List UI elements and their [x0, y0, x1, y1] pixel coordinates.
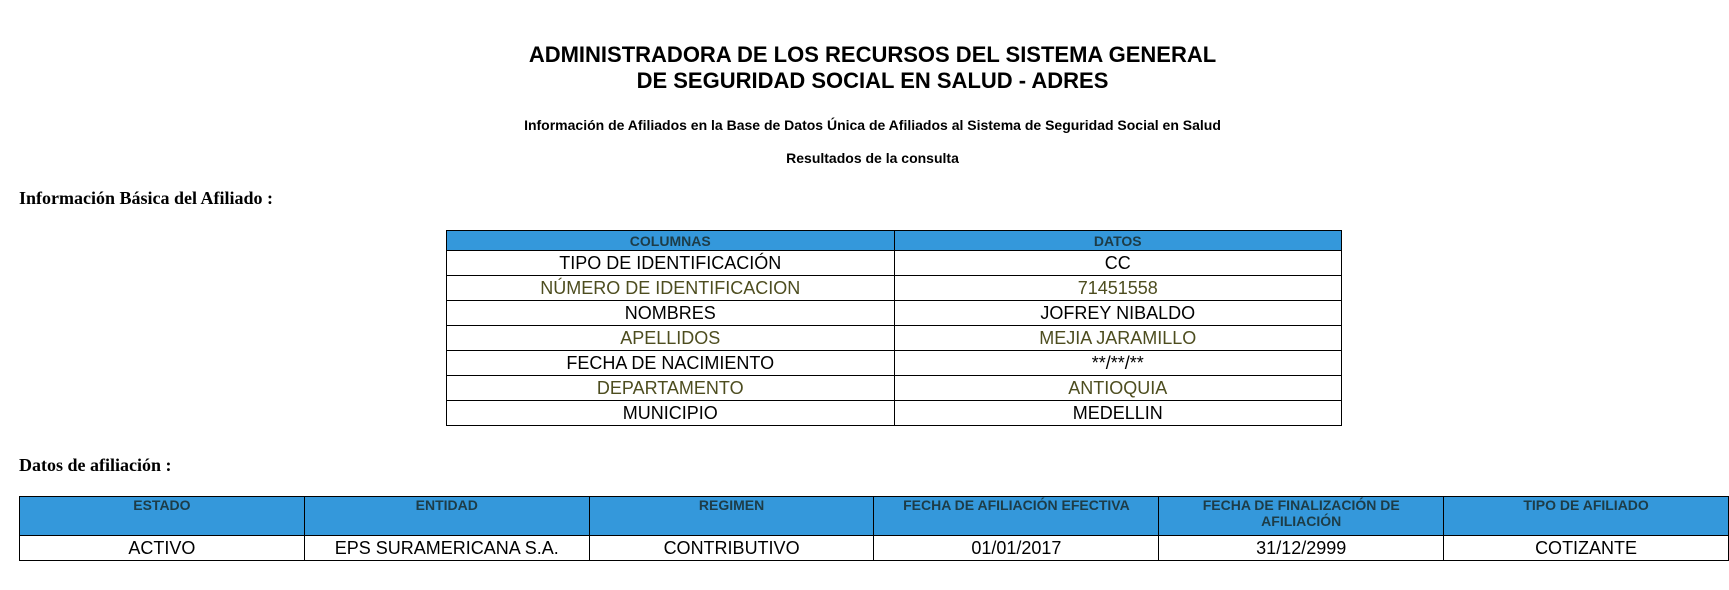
column-header-fecha-finalizacion: FECHA DE FINALIZACIÓN DE AFILIACIÓN [1159, 497, 1444, 536]
row-label: MUNICIPIO [447, 401, 895, 426]
column-header-fecha-afiliacion: FECHA DE AFILIACIÓN EFECTIVA [874, 497, 1159, 536]
page-title-line-2: DE SEGURIDAD SOCIAL EN SALUD - ADRES [636, 68, 1109, 93]
row-label: APELLIDOS [447, 326, 895, 351]
cell-estado: ACTIVO [20, 536, 305, 561]
row-value: ANTIOQUIA [894, 376, 1342, 401]
column-header-columnas: COLUMNAS [447, 231, 895, 251]
row-label: TIPO DE IDENTIFICACIÓN [447, 251, 895, 276]
row-label: DEPARTAMENTO [447, 376, 895, 401]
page-subtitle: Información de Afiliados en la Base de Datos Única de Afiliados al Sistema de Seguridad Social en Salud [524, 117, 1221, 133]
basic-info-heading: Información Básica del Afiliado : [19, 188, 274, 208]
cell-fecha-afiliacion: 01/01/2017 [874, 536, 1159, 561]
table-row [447, 326, 1342, 351]
cell-fecha-finalizacion: 31/12/2999 [1159, 536, 1444, 561]
row-value: MEJIA JARAMILLO [894, 326, 1342, 351]
row-value: **/**/** [894, 351, 1342, 376]
table-row [447, 301, 1342, 326]
row-label: NOMBRES [447, 301, 895, 326]
table-header-row [20, 497, 1729, 536]
table-row [20, 536, 1729, 561]
table-row [447, 401, 1342, 426]
column-header-estado: ESTADO [20, 497, 305, 536]
column-header-tipo-afiliado: TIPO DE AFILIADO [1444, 497, 1729, 536]
cell-tipo-afiliado: COTIZANTE [1444, 536, 1729, 561]
page-title-line-1: ADMINISTRADORA DE LOS RECURSOS DEL SISTEMA GENERAL [528, 42, 1217, 67]
table-row [447, 276, 1342, 301]
page-title [0, 42, 1729, 94]
table-header-row [447, 231, 1342, 251]
affiliation-heading: Datos de afiliación : [19, 455, 172, 475]
table-row [447, 351, 1342, 376]
column-header-regimen: REGIMEN [589, 497, 874, 536]
cell-regimen: CONTRIBUTIVO [589, 536, 874, 561]
row-label: FECHA DE NACIMIENTO [447, 351, 895, 376]
basic-info-table [446, 230, 1342, 426]
results-caption: Resultados de la consulta [786, 150, 959, 166]
table-row [447, 251, 1342, 276]
affiliation-table [19, 496, 1729, 561]
row-value: CC [894, 251, 1342, 276]
column-header-entidad: ENTIDAD [304, 497, 589, 536]
cell-entidad: EPS SURAMERICANA S.A. [304, 536, 589, 561]
row-label: NÚMERO DE IDENTIFICACION [447, 276, 895, 301]
row-value: MEDELLIN [894, 401, 1342, 426]
row-value: 71451558 [894, 276, 1342, 301]
table-row [447, 376, 1342, 401]
row-value: JOFREY NIBALDO [894, 301, 1342, 326]
column-header-datos: DATOS [894, 231, 1342, 251]
